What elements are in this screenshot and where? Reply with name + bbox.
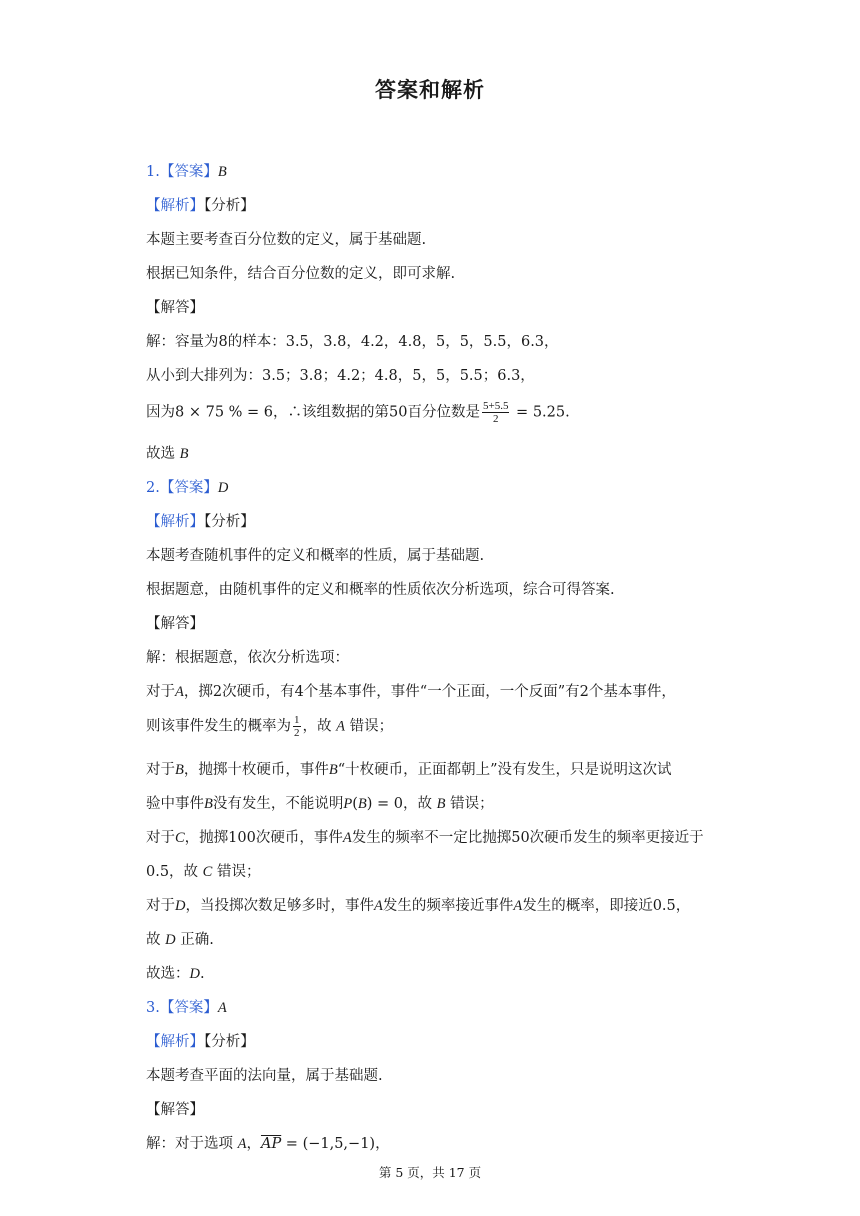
math-symbol: A: [237, 1136, 247, 1152]
text-run: 因为8 × 75 % = 6，∴该组数据的第50百分位数是: [146, 404, 480, 421]
text-run: 对于: [146, 830, 175, 846]
text-line: [146, 476, 228, 497]
text-run: 发生的频率不一定比抛掷50次硬币发生的频率更接近于: [351, 830, 704, 846]
text-line: [146, 1098, 204, 1119]
math-symbol: D: [217, 480, 229, 496]
text-run: 发生的频率接近事件: [382, 898, 514, 914]
fraction-denominator: 2: [492, 413, 499, 425]
text-run: (: [352, 796, 358, 812]
math-symbol: B: [179, 446, 189, 462]
text-run: ，: [246, 1136, 261, 1152]
math-symbol: P: [343, 796, 353, 812]
text-line: [146, 330, 559, 351]
page-title: 答案和解析: [375, 77, 485, 102]
section-marker: 【解析】: [146, 514, 204, 530]
math-symbol: B: [328, 762, 338, 778]
text-line: [146, 792, 494, 813]
math-symbol: B: [357, 796, 367, 812]
text-line: [146, 442, 188, 463]
text-run: ，当投掷次数足够多时，事件: [185, 898, 374, 914]
text-run: .: [199, 966, 205, 982]
text-line: [146, 544, 484, 565]
text-run: 【分析】: [204, 1034, 255, 1050]
text-run: 本题考查随机事件的定义和概率的性质，属于基础题.: [146, 548, 485, 564]
text-run: 根据题意，由随机事件的定义和概率的性质依次分析选项，综合可得答案.: [146, 582, 615, 598]
fraction: [293, 714, 301, 739]
text-run: 【解答】: [146, 1102, 204, 1118]
text-line: [146, 894, 690, 915]
text-line: [146, 646, 349, 667]
text-run: 发生的概率，即接近0.5，: [522, 898, 691, 914]
text-run: 正确.: [175, 932, 214, 948]
text-run: ，故: [302, 718, 337, 735]
math-symbol: D: [165, 932, 176, 948]
text-run: 本题考查平面的法向量，属于基础题.: [146, 1068, 383, 1084]
text-line: [146, 296, 204, 317]
text-line: [146, 510, 255, 531]
text-run: 0.5，故: [146, 864, 203, 880]
text-run: 解：容量为8的样本：3.5，3.8，4.2，4.8，5，5，5.5，6.3，: [146, 334, 559, 350]
math-symbol: C: [175, 830, 185, 846]
fraction: [482, 400, 509, 425]
text-line: [146, 578, 615, 599]
math-symbol: A: [175, 684, 184, 700]
text-run: 本题主要考查百分位数的定义，属于基础题.: [146, 232, 427, 248]
text-line: [146, 680, 676, 701]
text-run: 则该事件发生的概率为: [146, 718, 291, 735]
text-run: 错误；: [212, 864, 261, 880]
text-run: ，抛掷十枚硬币，事件: [183, 762, 329, 778]
text-line: [146, 1030, 255, 1051]
text-line: [146, 996, 227, 1017]
text-run: 解：根据题意，依次分析选项：: [146, 650, 349, 666]
section-marker: 【解析】: [146, 198, 204, 214]
text-run: 没有发生，不能说明: [212, 796, 344, 812]
text-run: 错误；: [344, 718, 394, 735]
math-symbol: A: [342, 830, 352, 846]
math-symbol: C: [202, 864, 213, 880]
math-symbol: D: [175, 898, 186, 914]
fraction-denominator: 2: [294, 727, 300, 739]
text-line: [146, 160, 227, 181]
text-run: 【解答】: [146, 616, 204, 632]
section-marker: 2.【答案】: [146, 480, 218, 496]
text-line: [146, 1064, 383, 1085]
text-run: 错误；: [445, 796, 494, 812]
text-run: ) = 0，故: [366, 796, 437, 812]
fraction-numerator: 1: [294, 714, 300, 726]
text-line: [146, 758, 672, 779]
text-run: 从小到大排列为：3.5；3.8；4.2；4.8，5，5，5.5；6.3，: [146, 368, 535, 384]
text-run: 【解答】: [146, 300, 204, 316]
text-line: [146, 1132, 390, 1153]
text-line: [146, 860, 260, 881]
text-run: 对于: [146, 762, 175, 778]
text-line: [146, 962, 205, 983]
math-symbol: A: [217, 1000, 227, 1016]
text-run: 解：对于选项: [146, 1136, 238, 1152]
text-line: [146, 228, 426, 249]
text-run: 验中事件: [146, 796, 204, 812]
vector-symbol: $\overline{AP}$: [260, 1136, 282, 1152]
text-run: = (−1,5,−1)，: [281, 1136, 390, 1152]
text-run: 故选: [146, 446, 180, 462]
section-marker: 3.【答案】: [146, 1000, 218, 1016]
text-line: [146, 194, 255, 215]
math-symbol: B: [217, 164, 227, 180]
text-run: 【分析】: [204, 514, 255, 530]
text-line: [146, 928, 214, 949]
math-symbol: A: [373, 898, 383, 914]
page-footer: 第 5 页，共 17 页: [378, 1165, 482, 1180]
text-run: = 5.25.: [511, 404, 570, 421]
text-run: 对于: [146, 898, 175, 914]
fraction-numerator: 5+5.5: [482, 400, 509, 412]
math-symbol: B: [436, 796, 446, 812]
text-line: [146, 612, 204, 633]
math-symbol: A: [513, 898, 523, 914]
text-line: [146, 262, 455, 283]
math-symbol: B: [175, 762, 184, 778]
text-run: 对于: [146, 684, 175, 700]
text-line: [146, 826, 704, 847]
math-symbol: A: [336, 718, 345, 735]
text-run: 【分析】: [204, 198, 255, 214]
text-run: 故: [146, 932, 166, 948]
text-run: 根据已知条件，结合百分位数的定义，即可求解.: [146, 266, 456, 282]
text-line: [146, 400, 570, 425]
text-line: [146, 714, 393, 739]
math-symbol: D: [189, 966, 200, 982]
text-line: [146, 364, 535, 385]
text-run: “十枚硬币，正面都朝上”没有发生，只是说明这次试: [337, 762, 672, 778]
text-run: ，抛掷100次硬币，事件: [184, 830, 343, 846]
section-marker: 1.【答案】: [146, 164, 218, 180]
text-run: 故选：: [146, 966, 190, 982]
math-symbol: B: [204, 796, 213, 812]
text-run: ，掷2次硬币，有4个基本事件，事件“一个正面，一个反面”有2个基本事件，: [183, 684, 676, 700]
section-marker: 【解析】: [146, 1034, 204, 1050]
